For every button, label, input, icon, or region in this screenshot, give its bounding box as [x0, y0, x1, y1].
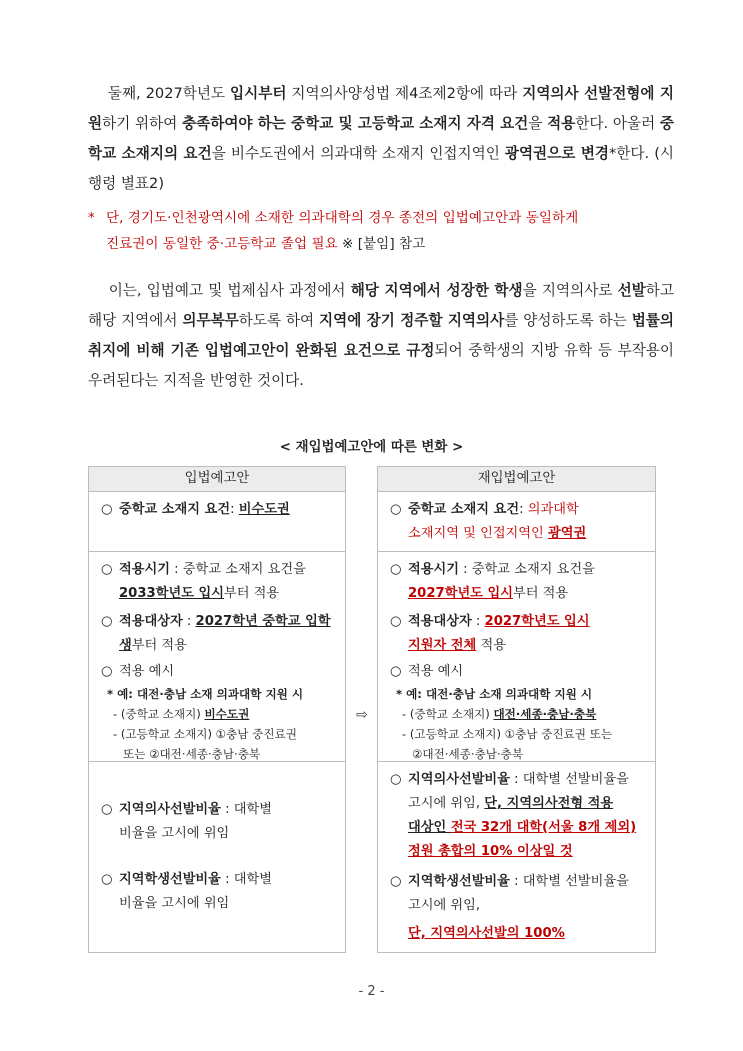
bold-text: 입시부터	[230, 85, 287, 102]
item-label: 지역학생선발비율	[119, 872, 221, 887]
bullet-icon: ○	[101, 664, 113, 679]
arrow-right-icon: ⇨	[356, 707, 368, 723]
list-item	[390, 558, 647, 606]
item-text: 비율을 고시에 위임	[119, 896, 230, 911]
list-item: ○ 적용대상자 : 2027학년도 입시 지원자 전체 적용	[390, 610, 647, 658]
page-number: - 2 -	[358, 984, 385, 999]
example-text: - (중학교 소재지)	[113, 707, 205, 721]
bold-text: 충족하여야 하는 중학교 및 고등학교 소재지 자격 요건	[182, 115, 529, 132]
item-text: 소재지역 및 인접지역인	[408, 526, 548, 541]
text: 지역의사양성법 제4조제2항에 따라	[286, 85, 523, 102]
example-value: 대전·세종·충남·충북	[493, 707, 597, 721]
item-text: 부터 적용	[513, 586, 569, 601]
example-value: 비수도권	[204, 707, 250, 721]
item-value: 단, 지역의사선발의 100%	[408, 926, 565, 941]
timing-target-cell	[89, 552, 345, 762]
column-header: 입법예고안	[89, 467, 345, 492]
bold-text: 법률의 취지에 비해 기존 입법예고안이 완화된 요건으로 규정	[88, 312, 674, 359]
list-item	[101, 558, 337, 606]
example-block	[101, 684, 337, 764]
footnote-text: 진료권이 동일한 중·고등학교 졸업 필요	[106, 236, 338, 252]
item-value: 2033학년도 입시	[119, 586, 224, 601]
item-label: 적용시기	[119, 562, 170, 577]
bold-text: 선발	[617, 282, 646, 299]
list-item	[390, 870, 647, 946]
bold-text: 지역의사 선발전형에 지원	[88, 85, 675, 132]
text: 둘째, 2027학년도	[107, 85, 231, 102]
text: 하기 위하여	[102, 115, 183, 132]
list-item	[101, 868, 337, 916]
example-title: * 예: 대전·충남 소재 의과대학 지원 시	[107, 687, 304, 701]
bold-text: 적용	[547, 115, 576, 132]
example-title: * 예: 대전·충남 소재 의과대학 지원 시	[396, 687, 593, 701]
list-item: ○ 중학교 소재지 요건: 의과대학 소재지역 및 인접지역인 광역권	[390, 498, 647, 546]
footnote-line-2	[88, 231, 678, 257]
list-item	[390, 768, 647, 864]
example-line: 또는 ②대전·세종·충남·충북	[123, 747, 261, 761]
list-item	[101, 798, 337, 846]
item-text: : 중학교 소재지 요건을	[169, 562, 306, 577]
text: 을	[528, 115, 548, 132]
item-text: : 대학별	[220, 872, 272, 887]
item-label: 지역의사선발비율	[119, 802, 221, 817]
item-text: 고시에 위임,	[408, 796, 485, 811]
example-block	[390, 684, 647, 764]
bullet-icon: ○	[390, 874, 402, 889]
table-caption: < 재입법예고안에 따른 변화 >	[279, 440, 464, 455]
timing-target-cell	[378, 552, 655, 762]
paragraph-2	[88, 276, 674, 396]
text: 하도록 하여	[238, 312, 320, 329]
text: 한다. 아울러	[575, 115, 660, 132]
item-label: 중학교 소재지 요건	[119, 502, 231, 517]
text: 되어 중학생의 지방 유학 등 부작용이 우려된다는 지적을 반영한 것이다.	[88, 342, 674, 389]
item-text: : 대학별	[220, 802, 272, 817]
bold-text: 해당 지역에서 성장한 학생	[350, 282, 523, 299]
bold-text: 중학교 소재지의 요건	[88, 115, 674, 162]
item-value: 단, 지역의사전형 적용	[484, 796, 614, 811]
footnote-reference: ※ [붙임] 참고	[337, 236, 426, 252]
item-value: 2027학년도 입시	[408, 586, 513, 601]
text: 을 비수도권에서 의과대학 소재지 인접지역인	[211, 145, 505, 162]
ratio-cell	[378, 762, 655, 953]
location-requirement-cell	[378, 492, 655, 552]
bold-text: 지역에 장기 정주할 지역의사	[319, 312, 505, 329]
text: 이는, 입법예고 및 법제심사 과정에서	[108, 282, 351, 299]
item-label: 지역의사선발비율	[408, 772, 510, 787]
item-label: 적용 예시	[408, 664, 464, 679]
item-label: 중학교 소재지 요건	[408, 502, 520, 517]
bullet-icon: ○	[390, 502, 402, 517]
bullet-icon: ○	[101, 872, 113, 887]
example-line: ②대전·세종·충남·충북	[412, 747, 524, 761]
item-text: 비율을 고시에 위임	[119, 826, 230, 841]
item-value: 지원자 전체	[408, 638, 477, 653]
item-text: 의과대학	[527, 502, 579, 517]
location-requirement-cell	[89, 492, 345, 552]
item-value: 정원 총합의 10% 이상일 것	[408, 844, 573, 859]
list-item	[101, 660, 337, 684]
item-label: 적용 예시	[119, 664, 175, 679]
bullet-icon: ○	[101, 502, 113, 517]
ratio-cell	[89, 762, 345, 953]
item-value: 비수도권	[238, 502, 290, 517]
new-proposal-column	[377, 466, 656, 953]
text: *한다. (시행령 별표2)	[88, 145, 674, 192]
footnote	[88, 205, 678, 257]
item-text: : 대학별 선발비율을	[509, 874, 629, 889]
item-label: 지역학생선발비율	[408, 874, 510, 889]
item-text: 고시에 위임,	[408, 898, 481, 913]
bullet-icon: ○	[101, 614, 113, 629]
bullet-icon: ○	[390, 664, 402, 679]
item-value: 전국 32개 대학(서울 8개 제외)	[450, 820, 637, 835]
text: 을 지역의사로	[522, 282, 618, 299]
footnote-text: 단, 경기도·인천광역시에 소재한 의과대학의 경우 종전의 입법예고안과 동일하게	[106, 210, 579, 226]
item-value: 2027학년도 입시	[484, 614, 590, 629]
asterisk: *	[88, 210, 95, 226]
bullet-icon: ○	[101, 802, 113, 817]
footnote-line-1	[88, 205, 678, 231]
column-header: 재입법예고안	[378, 467, 655, 492]
item-text: 부터 적용	[131, 638, 187, 653]
text: 하고 해당 지역에서	[88, 282, 674, 329]
list-item: ○ 중학교 소재지 요건: 비수도권	[101, 498, 337, 522]
item-label: 적용대상자	[119, 614, 183, 629]
item-text: : 중학교 소재지 요건을	[458, 562, 595, 577]
item-text: : 대학별 선발비율을	[509, 772, 629, 787]
item-value: 대상인	[408, 820, 451, 835]
example-text: - (중학교 소재지)	[402, 707, 494, 721]
item-value: 2027학년 중학교 입학생	[119, 614, 331, 653]
bullet-icon: ○	[101, 562, 113, 577]
example-line: - (고등학교 소재지) ①충남 중진료권	[113, 727, 297, 741]
item-text: 부터 적용	[224, 586, 280, 601]
example-line	[107, 704, 337, 724]
item-label: 적용대상자	[408, 614, 472, 629]
bold-text: 의무복무	[182, 312, 239, 329]
paragraph-1	[88, 79, 674, 199]
item-text: 적용	[476, 638, 506, 653]
list-item	[390, 660, 647, 684]
previous-proposal-column	[88, 466, 346, 953]
bullet-icon: ○	[390, 562, 402, 577]
text: 를 양성하도록 하는	[504, 312, 632, 329]
example-line: - (고등학교 소재지) ①충남 중진료권 또는	[402, 727, 613, 741]
bullet-icon: ○	[390, 614, 402, 629]
item-value: 광역권	[547, 526, 587, 541]
bold-text: 광역권으로 변경	[504, 145, 610, 162]
example-line	[396, 704, 647, 724]
item-label: 적용시기	[408, 562, 459, 577]
bullet-icon: ○	[390, 772, 402, 787]
list-item: ○ 적용대상자 : 2027학년 중학교 입학생부터 적용	[101, 610, 337, 658]
